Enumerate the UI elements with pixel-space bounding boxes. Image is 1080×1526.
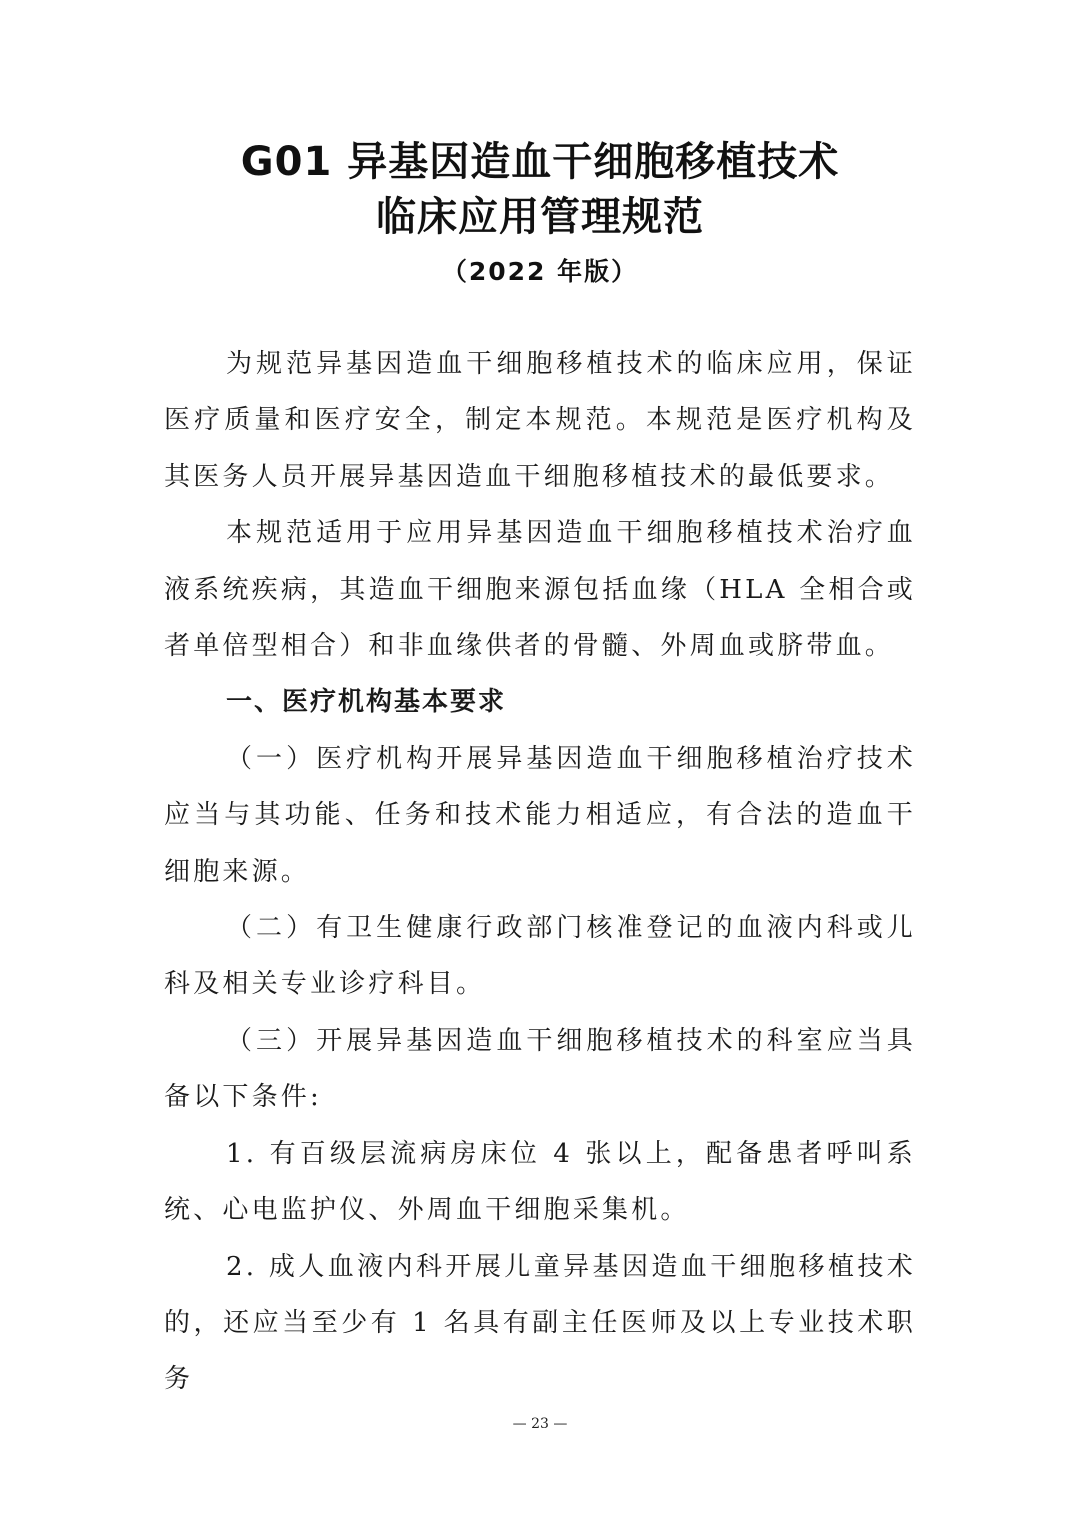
- document-body: [164, 336, 916, 1408]
- page-number: — 23 —: [512, 1416, 568, 1432]
- paragraph-condition-2: 2. 成人血液内科开展儿童异基因造血干细胞移植技术的，还应当至少有 1 名具有副主任医师及以上专业技术职务: [164, 1251, 916, 1395]
- paragraph-item-3: （三）开展异基因造血干细胞移植技术的科室应当具备以下条件:: [164, 1025, 916, 1113]
- document-title-line2: 临床应用管理规范: [376, 194, 704, 240]
- paragraph-item-2: （二）有卫生健康行政部门核准登记的血液内科或儿科及相关专业诊疗科目。: [164, 913, 916, 1000]
- section-heading-institution-requirements: 一、医疗机构基本要求: [226, 687, 507, 718]
- paragraph-condition-1: 1. 有百级层流病房床位 4 张以上，配备患者呼叫系统、心电监护仪、外周血干细胞采集机。: [164, 1138, 916, 1226]
- document-title-line1: G01 异基因造血干细胞移植技术: [240, 139, 840, 185]
- paragraph-purpose: 为规范异基因造血干细胞移植技术的临床应用，保证医疗质量和医疗安全，制定本规范。本规范是医疗机构及其医务人员开展异基因造血干细胞移植技术的最低要求。: [164, 349, 916, 492]
- paragraph-scope: 本规范适用于应用异基因造血干细胞移植技术治疗血液系统疾病，其造血干细胞来源包括血缘（HLA 全相合或者单倍型相合）和非血缘供者的骨髓、外周血或脐带血。: [164, 518, 916, 662]
- document-edition: （2022 年版）: [441, 257, 639, 286]
- paragraph-item-1: （一）医疗机构开展异基因造血干细胞移植治疗技术应当与其功能、任务和技术能力相适应，有合法的造血干细胞来源。: [164, 743, 916, 887]
